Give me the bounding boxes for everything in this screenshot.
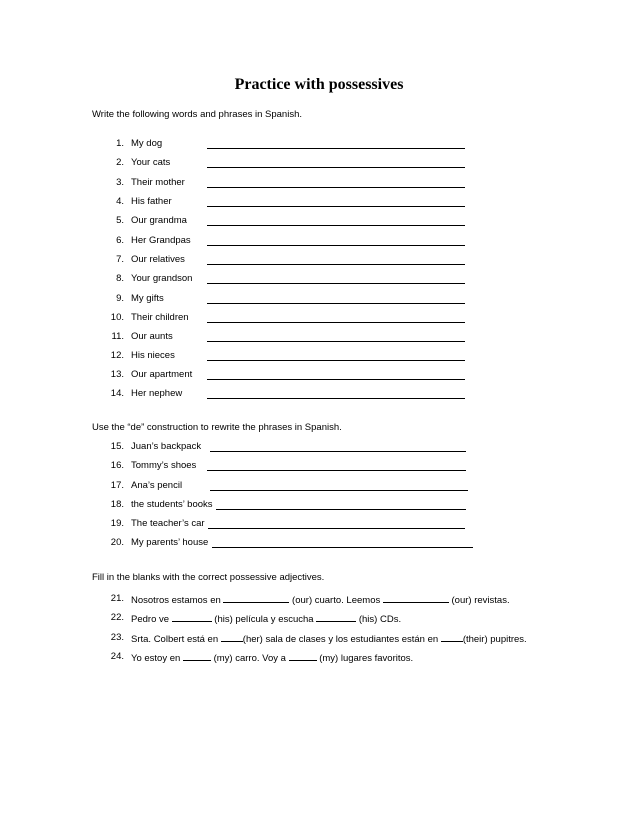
list-item (0, 195, 638, 209)
item-number: 5. (116, 215, 124, 226)
item-label: Her Grandpas (131, 235, 191, 246)
item-number: 8. (116, 273, 124, 284)
section3-instruction: Fill in the blanks with the correct possessive adjectives. (92, 572, 325, 583)
item-number: 10. (110, 312, 124, 323)
answer-line[interactable] (216, 509, 466, 510)
blank-field[interactable] (316, 611, 356, 622)
item-label: Our apartment (131, 369, 193, 380)
list-item (0, 272, 638, 286)
list-item (0, 349, 638, 363)
sentence-text: Yo estoy en (131, 653, 183, 664)
item-number: 6. (116, 235, 124, 246)
list-item (0, 650, 638, 664)
item-number: 1. (116, 138, 124, 149)
item-number: 13. (110, 369, 124, 380)
sentence-text: Nosotros estamos en (131, 595, 224, 606)
answer-line[interactable] (207, 148, 465, 149)
item-label: The teacher’s car (131, 518, 205, 529)
item-label: Her nephew (131, 388, 183, 399)
item-number: 7. (116, 254, 124, 265)
item-number: 21. (110, 593, 124, 604)
item-number: 11. (111, 331, 124, 342)
list-item (0, 311, 638, 325)
list-item (0, 459, 638, 473)
list-item (0, 176, 638, 190)
item-number: 4. (116, 196, 124, 207)
item-label: Our relatives (131, 254, 185, 265)
item-label: His father (131, 196, 172, 207)
answer-line[interactable] (210, 490, 468, 491)
list-item (0, 631, 638, 645)
answer-line[interactable] (207, 245, 465, 246)
list-item (0, 592, 638, 606)
section2-instruction: Use the “de” construction to rewrite the phrases in Spanish. (92, 422, 342, 433)
item-label: the students’ books (131, 499, 213, 510)
item-label: Juan’s backpack (131, 441, 202, 452)
sentence-text: (their) pupitres. (462, 634, 527, 645)
item-number: 22. (110, 612, 124, 623)
answer-line[interactable] (207, 379, 465, 380)
sentence (131, 631, 527, 647)
answer-line[interactable] (207, 225, 465, 226)
list-item (0, 214, 638, 228)
list-item (0, 368, 638, 382)
answer-line[interactable] (207, 167, 465, 168)
item-label: His nieces (131, 350, 175, 361)
list-item (0, 611, 638, 625)
blank-field[interactable] (383, 592, 449, 603)
answer-line[interactable] (207, 470, 466, 471)
item-label: My gifts (131, 293, 164, 304)
item-number: 14. (110, 388, 124, 399)
blank-field[interactable] (221, 631, 243, 642)
sentence-text: (our) cuarto. Leemos (289, 595, 383, 606)
item-number: 12. (110, 350, 124, 361)
answer-line[interactable] (207, 303, 465, 304)
blank-field[interactable] (172, 611, 212, 622)
list-item (0, 137, 638, 151)
answer-line[interactable] (212, 547, 473, 548)
blank-field[interactable] (183, 650, 211, 661)
answer-line[interactable] (207, 360, 465, 361)
sentence (131, 650, 413, 666)
list-item (0, 517, 638, 531)
item-number: 23. (110, 632, 124, 643)
item-label: Your cats (131, 157, 171, 168)
item-number: 15. (110, 441, 124, 452)
sentence-text: (our) revistas. (448, 595, 510, 606)
list-item (0, 330, 638, 344)
item-number: 2. (116, 157, 124, 168)
item-label: Ana’s pencil (131, 480, 183, 491)
item-number: 3. (116, 177, 124, 188)
answer-line[interactable] (207, 187, 465, 188)
item-label: Tommy’s shoes (131, 460, 197, 471)
list-item (0, 536, 638, 550)
answer-line[interactable] (207, 264, 465, 265)
sentence-text: (his) CDs. (356, 614, 402, 625)
sentence-text: (her) sala de clases y los estudiantes están en (242, 634, 441, 645)
item-number: 19. (110, 518, 124, 529)
list-item (0, 440, 638, 454)
sentence-text: (his) película y escucha (211, 614, 317, 625)
item-label: My dog (131, 138, 163, 149)
item-label: Their children (131, 312, 189, 323)
item-number: 20. (110, 537, 124, 548)
answer-line[interactable] (210, 451, 466, 452)
item-number: 9. (116, 293, 124, 304)
blank-field[interactable] (289, 650, 317, 661)
list-item (0, 234, 638, 248)
answer-line[interactable] (208, 528, 465, 529)
item-number: 24. (110, 651, 124, 662)
sentence (131, 592, 510, 608)
answer-line[interactable] (207, 322, 465, 323)
item-number: 17. (110, 480, 124, 491)
sentence-text: Srta. Colbert está en (131, 634, 221, 645)
item-label: Our grandma (131, 215, 187, 226)
item-label: Our aunts (131, 331, 173, 342)
section1-instruction: Write the following words and phrases in Spanish. (92, 109, 302, 120)
answer-line[interactable] (207, 206, 465, 207)
blank-field[interactable] (441, 631, 463, 642)
list-item (0, 253, 638, 267)
answer-line[interactable] (207, 341, 465, 342)
item-label: Their mother (131, 177, 185, 188)
sentence (131, 611, 401, 627)
list-item (0, 498, 638, 512)
page-title: Practice with possessives (234, 76, 404, 93)
list-item (0, 156, 638, 170)
list-item (0, 479, 638, 493)
answer-line[interactable] (207, 398, 465, 399)
sentence-text: (my) lugares favoritos. (316, 653, 414, 664)
sentence-text: (my) carro. Voy a (210, 653, 289, 664)
list-item (0, 292, 638, 306)
blank-field[interactable] (223, 592, 289, 603)
list-item (0, 387, 638, 401)
item-number: 18. (110, 499, 124, 510)
sentence-text: Pedro ve (131, 614, 172, 625)
item-label: Your grandson (131, 273, 193, 284)
item-number: 16. (110, 460, 124, 471)
item-label: My parents’ house (131, 537, 209, 548)
answer-line[interactable] (207, 283, 465, 284)
